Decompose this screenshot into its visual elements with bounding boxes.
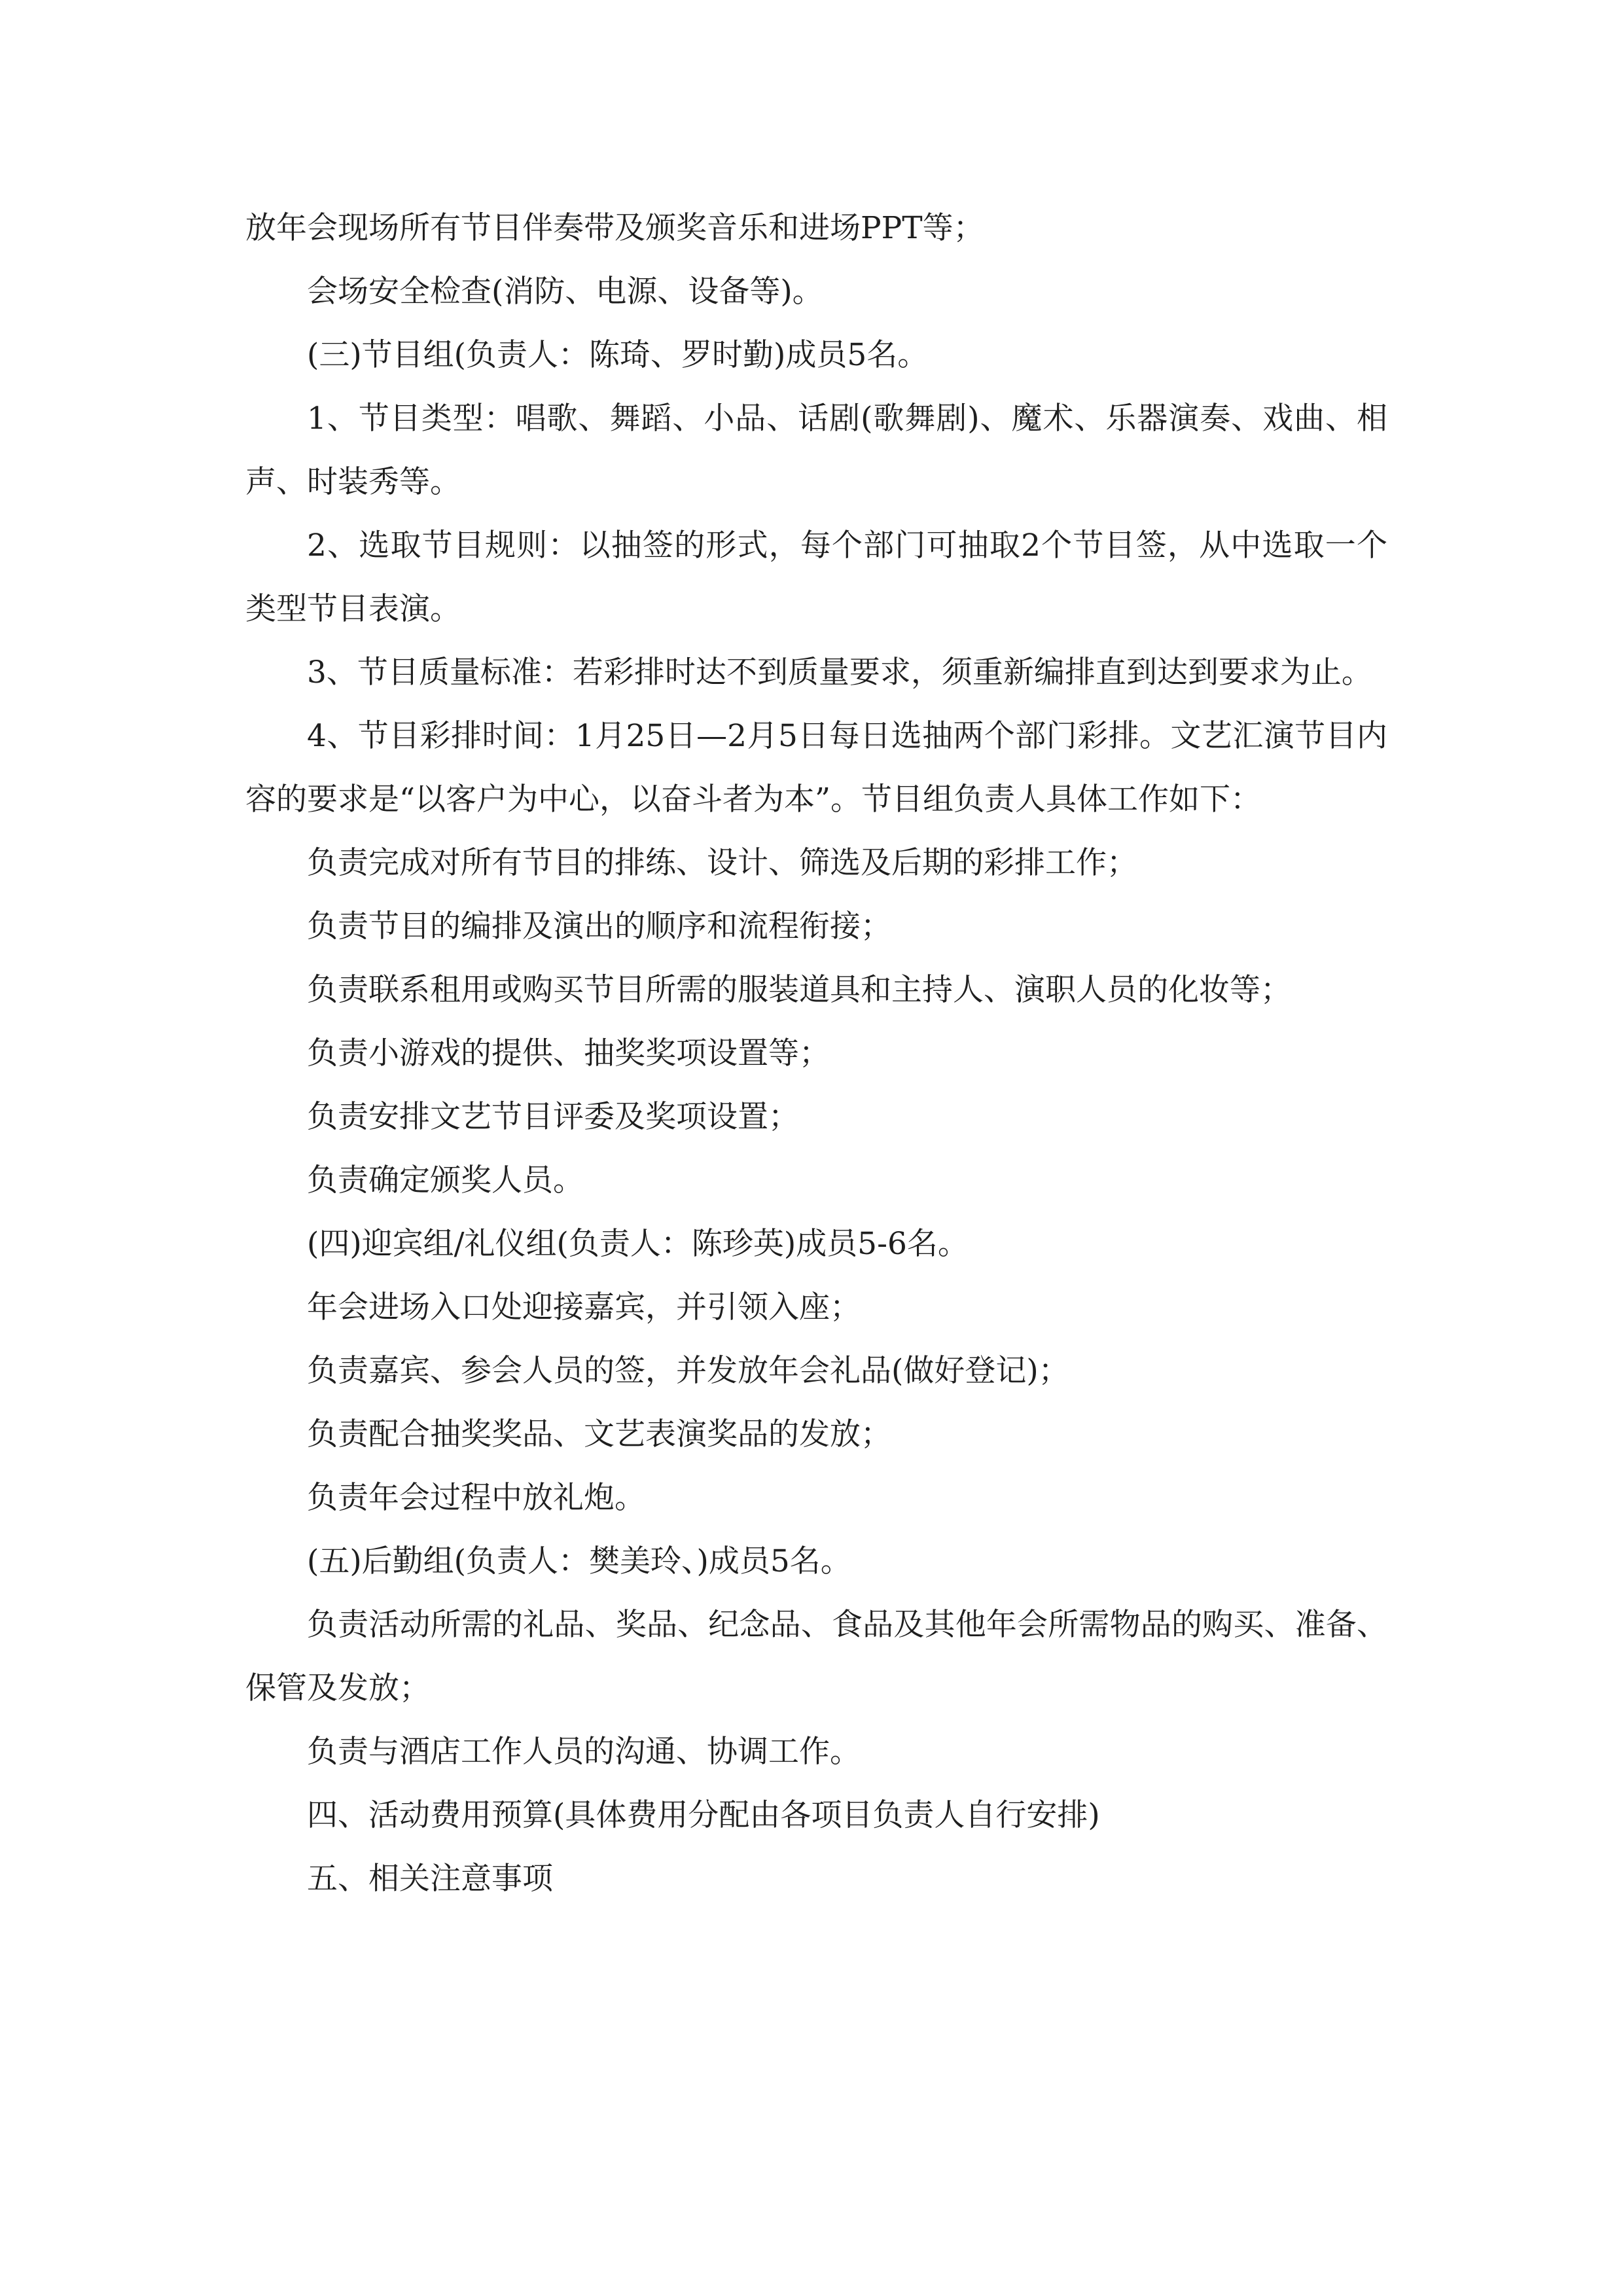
section-program-group: (三)节目组(负责人：陈琦、罗时勤)成员5名。 [307, 337, 929, 373]
section-reception-group: (四)迎宾组/礼仪组(负责人：陈珍英)成员5-6名。 [307, 1226, 969, 1262]
paragraph-safety-check: 会场安全检查(消防、电源、设备等)。 [307, 274, 823, 310]
paragraph-duty-costumes: 负责联系租用或购买节目所需的服装道具和主持人、演职人员的化妆等； [307, 972, 1291, 1008]
paragraph-continued: 放年会现场所有节目伴奏带及颁奖音乐和进场PPT等； [245, 210, 984, 246]
paragraph-duty-rehearsal: 负责完成对所有节目的排练、设计、筛选及后期的彩排工作； [307, 845, 1137, 881]
paragraph-reception-signin: 负责嘉宾、参会人员的签，并发放年会礼品(做好登记)； [307, 1353, 1069, 1389]
paragraph-reception-salute: 负责年会过程中放礼炮。 [307, 1480, 645, 1516]
paragraph-reception-entrance: 年会进场入口处迎接嘉宾，并引领入座； [307, 1289, 861, 1325]
paragraph-logistics-purchase: 负责活动所需的礼品、奖品、纪念品、食品及其他年会所需物品的购买、准备、保管及发放； [245, 1607, 1387, 1706]
section-budget: 四、活动费用预算(具体费用分配由各项目负责人自行安排) [307, 1797, 1100, 1833]
paragraph-quality-standard: 3、节目质量标准：若彩排时达不到质量要求，须重新编排直到达到要求为止。 [307, 655, 1372, 691]
paragraph-duty-games: 负责小游戏的提供、抽奖奖项设置等； [307, 1035, 830, 1071]
section-logistics-group: (五)后勤组(负责人：樊美玲、)成员5名。 [307, 1543, 851, 1579]
paragraph-duty-order: 负责节目的编排及演出的顺序和流程衔接； [307, 908, 891, 944]
paragraph-rehearsal-time: 4、节目彩排时间：1月25日—2月5日每日选抽两个部门彩排。文艺汇演节目内容的要求是“以客户为中心，以奋斗者为本”。节目组负责人具体工作如下： [245, 718, 1387, 817]
paragraph-logistics-hotel: 负责与酒店工作人员的沟通、协调工作。 [307, 1734, 861, 1770]
paragraph-duty-presenters: 负责确定颁奖人员。 [307, 1162, 584, 1198]
paragraph-program-types: 1、节目类型：唱歌、舞蹈、小品、话剧(歌舞剧)、魔术、乐器演奏、戏曲、相声、时装秀等。 [245, 401, 1387, 500]
section-notes: 五、相关注意事项 [307, 1861, 553, 1897]
paragraph-selection-rules: 2、选取节目规则：以抽签的形式，每个部门可抽取2个节目签，从中选取一个类型节目表演。 [245, 528, 1387, 627]
paragraph-reception-prizes: 负责配合抽奖奖品、文艺表演奖品的发放； [307, 1416, 891, 1452]
paragraph-duty-judges: 负责安排文艺节目评委及奖项设置； [307, 1099, 799, 1135]
document-body [245, 196, 1387, 1910]
